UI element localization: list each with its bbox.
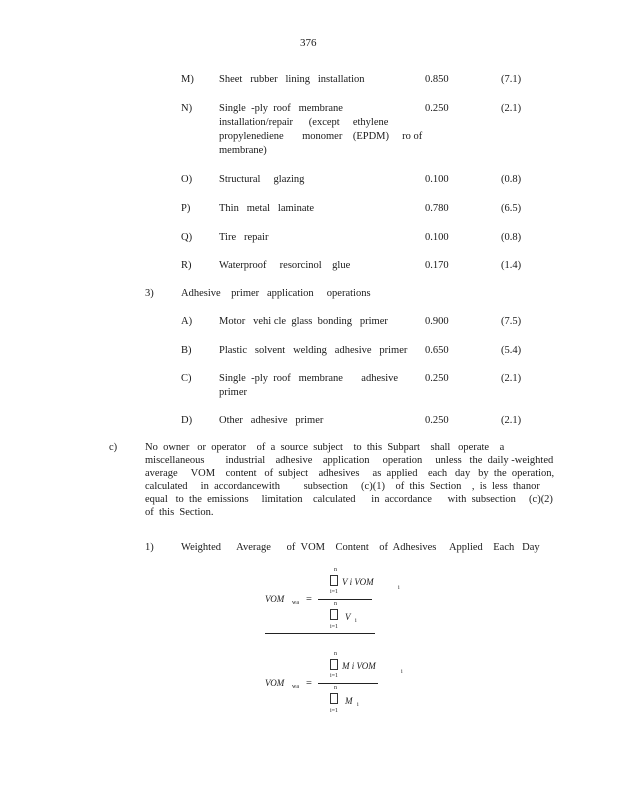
formula-1-top-sigma-icon: [330, 575, 338, 586]
item-description-line: Waterproof resorcinol glue: [219, 260, 351, 271]
para-c-line: of this Section.: [145, 507, 214, 518]
item-letter: A): [181, 316, 193, 327]
item-letter: C): [181, 373, 192, 384]
section-3-title: Adhesive primer application operations: [181, 288, 371, 299]
item-value: 0.850: [425, 74, 449, 85]
subsection-1-title: Weighted Average of VOM Content of Adhesives Applied Each Day: [181, 542, 540, 553]
item-letter: B): [181, 345, 192, 356]
item-value-paren: (0.8): [501, 174, 522, 185]
formula-1-denominator: V: [345, 612, 351, 622]
formula-2-bottom-n: n: [334, 685, 337, 691]
item-description-line: Single -ply roof membrane: [219, 103, 343, 114]
item-value-paren: (6.5): [501, 203, 522, 214]
item-value-paren: (5.4): [501, 345, 522, 356]
formula-1-top-i: i=1: [330, 589, 339, 595]
item-value: 0.170: [425, 260, 449, 271]
formula-2-lhs: VOM: [265, 678, 285, 688]
formula-1-denominator-sub: i: [355, 618, 357, 624]
item-value: 0.780: [425, 203, 449, 214]
para-c-line: equal to the emissions limitation calculated in accordance with subsection (c)(2): [145, 494, 553, 505]
formula-1-lhs: VOM: [265, 594, 285, 604]
para-c-line: average VOM content of subject adhesives as applied each day by the operation,: [145, 468, 555, 479]
item-letter: O): [181, 174, 193, 185]
item-letter: N): [181, 103, 193, 114]
item-value-paren: (7.5): [501, 316, 522, 327]
page-number: 376: [300, 37, 317, 49]
formula-1-fraction-bar: [318, 599, 372, 600]
item-description-line: Thin metal laminate: [219, 203, 315, 214]
para-c-line: miscellaneous industrial adhesive application operation unless the daily -weighted: [145, 455, 554, 466]
formula-2-numerator: M i VOM: [342, 661, 376, 671]
item-description-line: Single -ply roof membrane adhesive: [219, 373, 399, 384]
item-value-paren: (1.4): [501, 260, 522, 271]
item-letter: M): [181, 74, 194, 85]
formula-2-top-n: n: [334, 651, 337, 657]
formula-1-bottom-n: n: [334, 601, 337, 607]
formula-1-bottom-i: i=1: [330, 624, 339, 630]
formula-1-top-n: n: [334, 567, 337, 573]
formula-2-denominator: M: [345, 696, 353, 706]
item-value: 0.250: [425, 415, 449, 426]
formula-2-fraction-bar: [318, 683, 378, 684]
formula-2-equals: =: [306, 678, 312, 689]
formula-1-equals: =: [306, 594, 312, 605]
item-value: 0.100: [425, 174, 449, 185]
subsection-1-number: 1): [145, 542, 154, 553]
item-description-line: propylenediene monomer (EPDM) ro of: [219, 131, 423, 142]
item-description-line: Sheet rubber lining installation: [219, 74, 365, 85]
item-value: 0.250: [425, 103, 449, 114]
item-value: 0.250: [425, 373, 449, 384]
item-value-paren: (2.1): [501, 103, 522, 114]
section-3-number: 3): [145, 288, 154, 299]
item-description-line: Plastic solvent welding adhesive primer: [219, 345, 408, 356]
item-description-line: Structural glazing: [219, 174, 305, 185]
item-description-line: Motor vehi cle glass bonding primer: [219, 316, 388, 327]
item-value: 0.100: [425, 232, 449, 243]
formula-2-top-i: i=1: [330, 673, 339, 679]
para-c-line: No owner or operator of a source subject to this Subpart shall operate a: [145, 442, 505, 453]
formula-2-numerator-sub: i: [401, 669, 403, 675]
item-value-paren: (7.1): [501, 74, 522, 85]
para-c-line: calculated in accordancewith subsection (c)(1) of this Section , is less thanor: [145, 481, 540, 492]
item-letter: R): [181, 260, 192, 271]
formula-1-numerator-sub: i: [398, 585, 400, 591]
item-value: 0.900: [425, 316, 449, 327]
formula-2-top-sigma-icon: [330, 659, 338, 670]
formula-1-bottom-sigma-icon: [330, 609, 338, 620]
item-description-line: Tire repair: [219, 232, 269, 243]
formula-1-numerator: V i VOM: [342, 577, 374, 587]
item-letter: D): [181, 415, 193, 426]
formula-2-bottom-sigma-icon: [330, 693, 338, 704]
item-letter: P): [181, 203, 191, 214]
formula-2-lhs-sub: wa: [292, 684, 299, 690]
item-letter: Q): [181, 232, 193, 243]
item-description-line: primer: [219, 387, 247, 398]
item-value-paren: (2.1): [501, 415, 522, 426]
item-value-paren: (0.8): [501, 232, 522, 243]
formula-2-bottom-i: i=1: [330, 708, 339, 714]
item-description-line: installation/repair (except ethylene: [219, 117, 389, 128]
para-c-label: c): [109, 442, 118, 453]
formula-separator: [265, 633, 375, 634]
item-description-line: Other adhesive primer: [219, 415, 324, 426]
item-description-line: membrane): [219, 145, 267, 156]
item-value: 0.650: [425, 345, 449, 356]
formula-2-denominator-sub: i: [357, 702, 359, 708]
formula-1-lhs-sub: wa: [292, 600, 299, 606]
item-value-paren: (2.1): [501, 373, 522, 384]
